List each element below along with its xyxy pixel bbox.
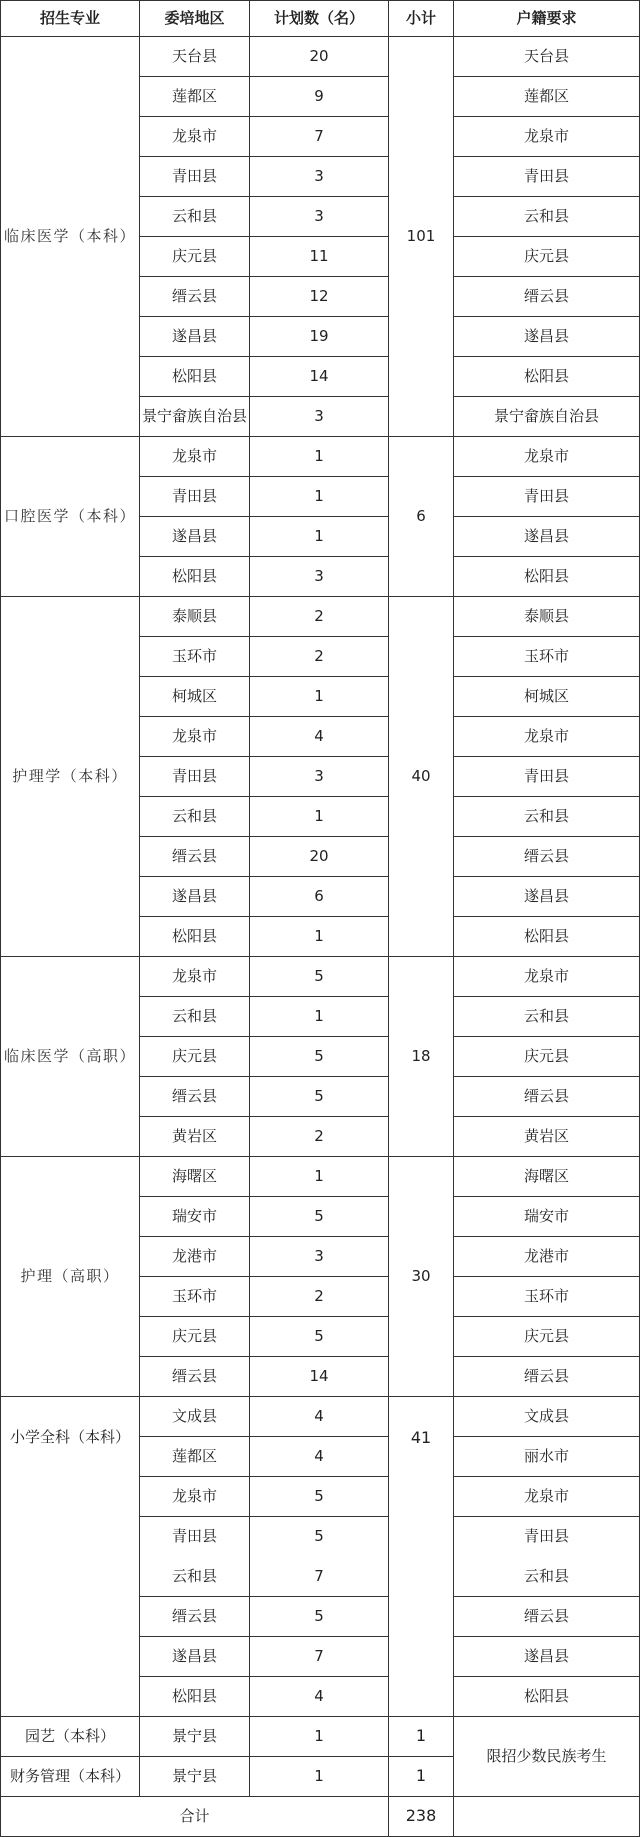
residence-cell: 龙泉市	[454, 437, 640, 477]
table-row	[1, 437, 640, 477]
residence-cell: 景宁畲族自治县	[454, 397, 640, 437]
major-cell: 护理学（本科）	[1, 597, 140, 957]
major-cell: 口腔医学（本科）	[1, 437, 140, 597]
residence-cell: 柯城区	[454, 677, 640, 717]
region-cell: 松阳县	[140, 557, 250, 597]
count-cell: 14	[250, 1357, 389, 1397]
table-row	[1, 957, 640, 997]
region-cell: 云和县	[140, 1557, 250, 1597]
count-cell: 20	[250, 37, 389, 77]
count-cell: 5	[250, 1037, 389, 1077]
region-cell: 缙云县	[140, 1077, 250, 1117]
residence-cell: 玉环市	[454, 1277, 640, 1317]
region-cell: 黄岩区	[140, 1117, 250, 1157]
region-cell: 瑞安市	[140, 1197, 250, 1237]
region-cell: 云和县	[140, 197, 250, 237]
count-cell: 2	[250, 597, 389, 637]
residence-cell: 龙泉市	[454, 117, 640, 157]
region-cell: 松阳县	[140, 1677, 250, 1717]
region-cell: 缙云县	[140, 837, 250, 877]
region-cell: 龙泉市	[140, 717, 250, 757]
subtotal-cell: 18	[389, 957, 454, 1157]
subtotal-cell: 101	[389, 37, 454, 437]
region-cell: 文成县	[140, 1397, 250, 1437]
major-cell: 财务管理（本科）	[1, 1757, 140, 1797]
count-cell: 4	[250, 1677, 389, 1717]
major-cell: 小学全科（本科）	[1, 1397, 140, 1557]
region-cell: 龙泉市	[140, 1477, 250, 1517]
count-cell: 3	[250, 757, 389, 797]
residence-cell: 云和县	[454, 997, 640, 1037]
residence-cell: 缙云县	[454, 1357, 640, 1397]
count-cell: 1	[250, 1717, 389, 1757]
count-cell: 5	[250, 1477, 389, 1517]
residence-cell: 泰顺县	[454, 597, 640, 637]
subtotal-cell: 40	[389, 597, 454, 957]
region-cell: 遂昌县	[140, 877, 250, 917]
count-cell: 5	[250, 1077, 389, 1117]
subtotal-cell: 30	[389, 1157, 454, 1397]
count-cell: 1	[250, 917, 389, 957]
count-cell: 5	[250, 1597, 389, 1637]
count-cell: 12	[250, 277, 389, 317]
residence-cell: 云和县	[454, 197, 640, 237]
region-cell: 景宁畲族自治县	[140, 397, 250, 437]
count-cell: 1	[250, 797, 389, 837]
region-cell: 柯城区	[140, 677, 250, 717]
count-cell: 1	[250, 1757, 389, 1797]
count-cell: 2	[250, 1117, 389, 1157]
region-cell: 松阳县	[140, 917, 250, 957]
region-cell: 庆元县	[140, 1037, 250, 1077]
count-cell: 3	[250, 557, 389, 597]
region-cell: 青田县	[140, 477, 250, 517]
table-row	[1, 597, 640, 637]
residence-cell: 龙泉市	[454, 1477, 640, 1517]
count-cell: 4	[250, 1397, 389, 1437]
region-cell: 景宁县	[140, 1717, 250, 1757]
count-cell: 1	[250, 1157, 389, 1197]
residence-cell: 龙港市	[454, 1237, 640, 1277]
subtotal-cell: 1	[389, 1717, 454, 1757]
region-cell: 缙云县	[140, 1597, 250, 1637]
count-cell: 1	[250, 517, 389, 557]
residence-cell: 青田县	[454, 1517, 640, 1557]
count-cell: 3	[250, 197, 389, 237]
count-cell: 7	[250, 1637, 389, 1677]
residence-cell: 丽水市	[454, 1437, 640, 1477]
region-cell: 青田县	[140, 1517, 250, 1557]
subtotal-cell: 1	[389, 1757, 454, 1797]
region-cell: 云和县	[140, 797, 250, 837]
count-cell: 3	[250, 397, 389, 437]
count-cell: 19	[250, 317, 389, 357]
region-cell: 遂昌县	[140, 1637, 250, 1677]
residence-cell: 缙云县	[454, 1077, 640, 1117]
count-cell: 4	[250, 1437, 389, 1477]
residence-cell: 文成县	[454, 1397, 640, 1437]
region-cell: 云和县	[140, 997, 250, 1037]
count-cell: 5	[250, 957, 389, 997]
residence-cell: 遂昌县	[454, 1637, 640, 1677]
table-header	[1, 1, 640, 37]
region-cell: 青田县	[140, 157, 250, 197]
header-region: 委培地区	[140, 1, 250, 37]
count-cell: 2	[250, 637, 389, 677]
count-cell: 1	[250, 677, 389, 717]
major-cell: 临床医学（高职）	[1, 957, 140, 1157]
residence-cell: 限招少数民族考生	[454, 1717, 640, 1797]
table-row	[1, 1157, 640, 1197]
residence-cell: 缙云县	[454, 277, 640, 317]
table-row	[1, 1557, 640, 1597]
total-label: 合计	[1, 1797, 389, 1837]
residence-cell: 龙泉市	[454, 717, 640, 757]
subtotal-cell: 41	[389, 1397, 454, 1717]
count-cell: 7	[250, 117, 389, 157]
region-cell: 遂昌县	[140, 317, 250, 357]
table-body	[1, 37, 640, 1837]
major-cell-continued	[1, 1557, 140, 1717]
header-row	[1, 1, 640, 37]
count-cell: 2	[250, 1277, 389, 1317]
region-cell: 龙港市	[140, 1237, 250, 1277]
major-cell: 临床医学（本科）	[1, 37, 140, 437]
region-cell: 莲都区	[140, 1437, 250, 1477]
region-cell: 遂昌县	[140, 517, 250, 557]
count-cell: 6	[250, 877, 389, 917]
residence-cell: 庆元县	[454, 1037, 640, 1077]
region-cell: 青田县	[140, 757, 250, 797]
region-cell: 泰顺县	[140, 597, 250, 637]
residence-cell: 天台县	[454, 37, 640, 77]
region-cell: 龙泉市	[140, 437, 250, 477]
region-cell: 龙泉市	[140, 957, 250, 997]
major-cell: 护理（高职）	[1, 1157, 140, 1397]
count-cell: 11	[250, 237, 389, 277]
count-cell: 1	[250, 997, 389, 1037]
region-cell: 天台县	[140, 37, 250, 77]
residence-cell: 缙云县	[454, 1597, 640, 1637]
table-row	[1, 1397, 640, 1437]
region-cell: 松阳县	[140, 357, 250, 397]
residence-cell: 松阳县	[454, 917, 640, 957]
residence-cell: 青田县	[454, 757, 640, 797]
residence-cell: 遂昌县	[454, 517, 640, 557]
count-cell: 3	[250, 1237, 389, 1277]
count-cell: 5	[250, 1517, 389, 1557]
residence-cell: 缙云县	[454, 837, 640, 877]
table-row	[1, 1717, 640, 1757]
residence-cell: 龙泉市	[454, 957, 640, 997]
region-cell: 庆元县	[140, 1317, 250, 1357]
count-cell: 1	[250, 477, 389, 517]
region-cell: 景宁县	[140, 1757, 250, 1797]
residence-cell: 庆元县	[454, 1317, 640, 1357]
major-cell: 园艺（本科）	[1, 1717, 140, 1757]
header-subtotal: 小计	[389, 1, 454, 37]
residence-cell: 松阳县	[454, 357, 640, 397]
total-residence-cell	[454, 1797, 640, 1837]
header-count: 计划数（名）	[250, 1, 389, 37]
count-cell: 14	[250, 357, 389, 397]
total-row	[1, 1797, 640, 1837]
region-cell: 龙泉市	[140, 117, 250, 157]
residence-cell: 海曙区	[454, 1157, 640, 1197]
residence-cell: 松阳县	[454, 557, 640, 597]
residence-cell: 遂昌县	[454, 877, 640, 917]
header-major: 招生专业	[1, 1, 140, 37]
total-value: 238	[389, 1797, 454, 1837]
residence-cell: 青田县	[454, 477, 640, 517]
region-cell: 莲都区	[140, 77, 250, 117]
residence-cell: 莲都区	[454, 77, 640, 117]
region-cell: 庆元县	[140, 237, 250, 277]
region-cell: 海曙区	[140, 1157, 250, 1197]
residence-cell: 云和县	[454, 1557, 640, 1597]
count-cell: 5	[250, 1197, 389, 1237]
count-cell: 1	[250, 437, 389, 477]
region-cell: 玉环市	[140, 637, 250, 677]
count-cell: 5	[250, 1317, 389, 1357]
count-cell: 4	[250, 717, 389, 757]
residence-cell: 青田县	[454, 157, 640, 197]
residence-cell: 云和县	[454, 797, 640, 837]
count-cell: 9	[250, 77, 389, 117]
residence-cell: 松阳县	[454, 1677, 640, 1717]
residence-cell: 玉环市	[454, 637, 640, 677]
residence-cell: 遂昌县	[454, 317, 640, 357]
residence-cell: 庆元县	[454, 237, 640, 277]
region-cell: 缙云县	[140, 1357, 250, 1397]
region-cell: 缙云县	[140, 277, 250, 317]
table-row	[1, 37, 640, 77]
count-cell: 3	[250, 157, 389, 197]
residence-cell: 黄岩区	[454, 1117, 640, 1157]
count-cell: 7	[250, 1557, 389, 1597]
region-cell: 玉环市	[140, 1277, 250, 1317]
header-residence: 户籍要求	[454, 1, 640, 37]
subtotal-cell: 6	[389, 437, 454, 597]
count-cell: 20	[250, 837, 389, 877]
residence-cell: 瑞安市	[454, 1197, 640, 1237]
